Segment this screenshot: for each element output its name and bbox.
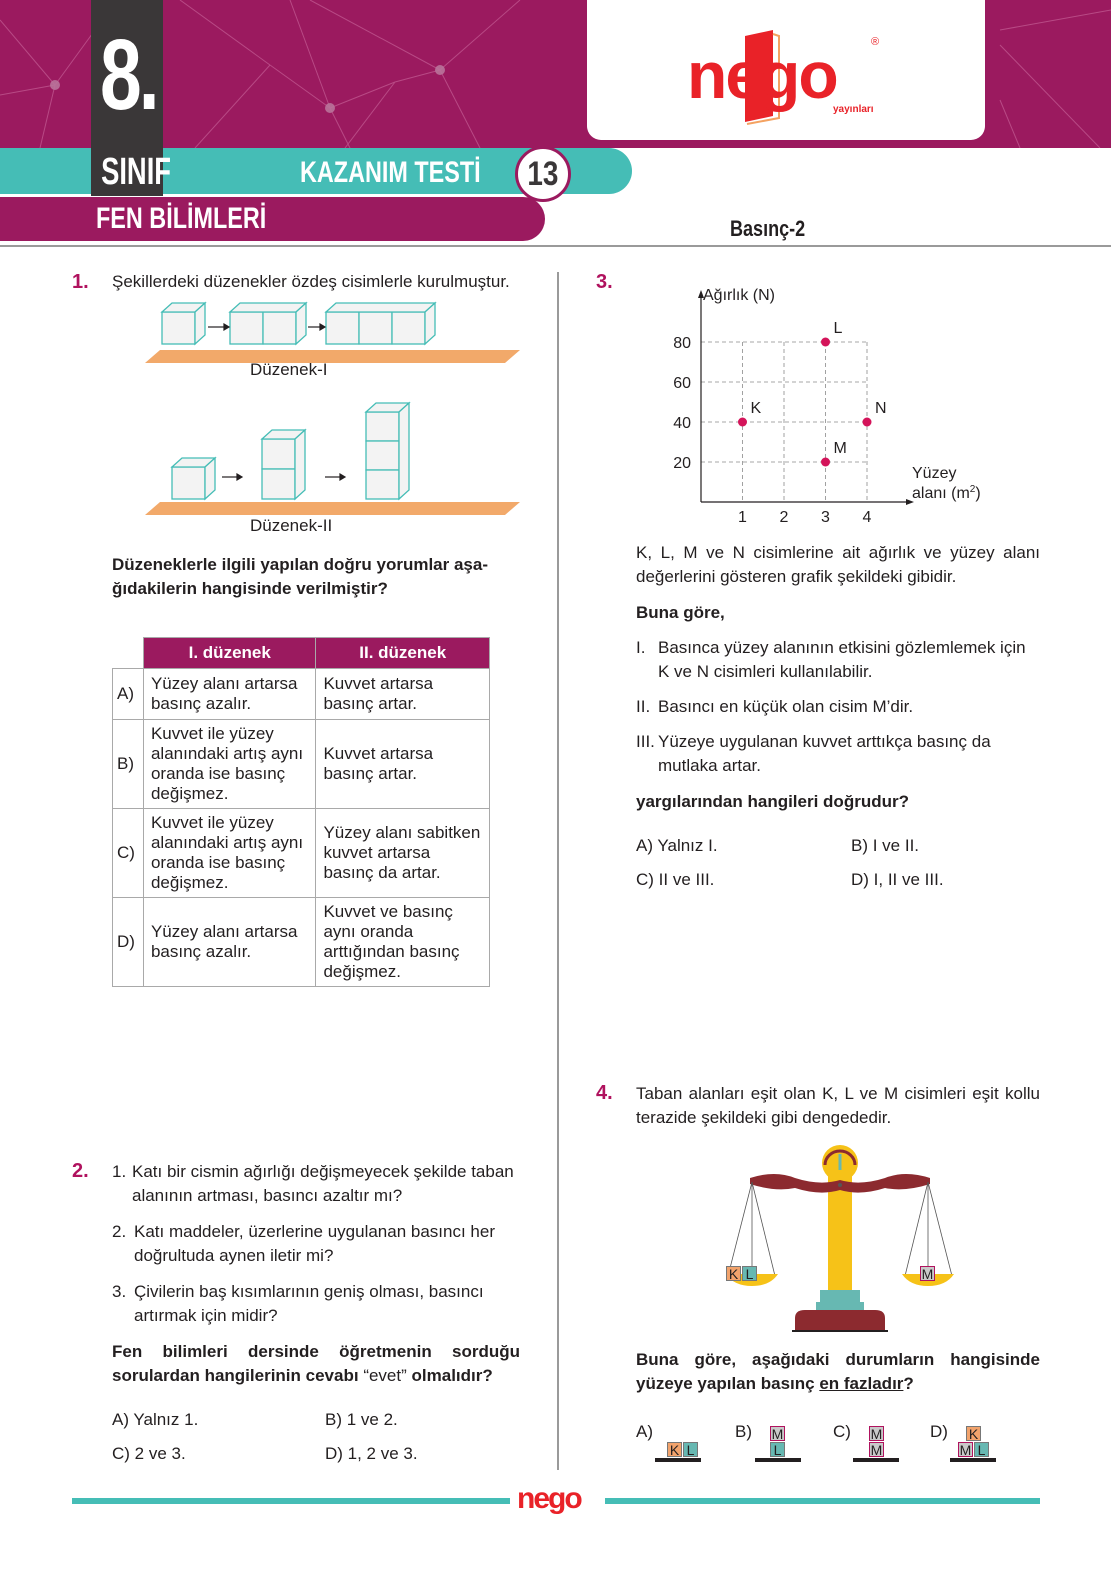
figure-label-2: Düzenek-II bbox=[250, 516, 333, 535]
header-divider bbox=[0, 245, 1111, 247]
option-b-block-bottom: L bbox=[770, 1442, 785, 1457]
option-a[interactable]: A) Yalnız 1. bbox=[112, 1410, 199, 1429]
option-label[interactable]: D) bbox=[113, 898, 144, 987]
prompt-quote: “evet” bbox=[363, 1366, 407, 1385]
y-tick-label: 20 bbox=[673, 455, 691, 472]
prompt-part-1: Buna göre, aşağıdaki durumların hangisinde yüzeye yapılan basınç bbox=[636, 1350, 1040, 1393]
scale-pivot bbox=[838, 1183, 842, 1187]
option-col-2: Kuvvet artarsa basınç artar. bbox=[316, 669, 490, 720]
grade-number: 8. bbox=[100, 19, 157, 131]
scale-base bbox=[795, 1310, 885, 1330]
statement-number: III. bbox=[636, 732, 655, 751]
data-point-label-n: N bbox=[875, 400, 887, 417]
option-label[interactable]: A) bbox=[113, 669, 144, 720]
option-a[interactable]: A) Yalnız I. bbox=[636, 836, 718, 855]
question-1-prompt-line-1: Düzeneklerle ilgili yapılan doğru yorumlar aşa- bbox=[112, 555, 489, 574]
question-1-options-table bbox=[112, 637, 490, 987]
option-c-surface bbox=[853, 1458, 899, 1462]
prompt-part-1: Fen bilimleri dersinde öğretmenin sorduğu sorulardan hangilerinin cevabı bbox=[112, 1342, 520, 1385]
y-tick-label: 60 bbox=[673, 375, 691, 392]
question-3-prompt: yargılarından hangileri doğrudur? bbox=[636, 792, 909, 811]
option-a-block-k: K bbox=[667, 1442, 682, 1457]
item-number: 1. bbox=[112, 1162, 127, 1181]
scale-block-l: L bbox=[742, 1266, 757, 1281]
item-number: 2. bbox=[112, 1222, 127, 1241]
table-header-col-2: II. düzenek bbox=[316, 638, 490, 669]
board-1 bbox=[145, 350, 520, 363]
x-tick-label: 1 bbox=[738, 509, 747, 526]
option-b[interactable]: B) I ve II. bbox=[851, 836, 920, 855]
statement-text: Yüzeye uygulanan kuvvet arttıkça basınç da mutlaka artar. bbox=[658, 732, 991, 775]
option-b-surface bbox=[755, 1458, 801, 1462]
data-point-label-m: M bbox=[833, 440, 847, 457]
table-row[interactable] bbox=[113, 898, 490, 987]
question-2-item bbox=[112, 1280, 520, 1328]
scale-base-top bbox=[820, 1290, 860, 1302]
question-1-number: 1. bbox=[72, 271, 89, 293]
option-col-2: Kuvvet ve basınç aynı oranda arttığından basınç değişmez. bbox=[316, 898, 490, 987]
question-1-figure bbox=[140, 300, 520, 540]
weight-area-chart bbox=[650, 280, 1010, 530]
data-point-m bbox=[821, 458, 830, 467]
question-4-number: 4. bbox=[596, 1082, 613, 1104]
table-header-row bbox=[113, 638, 490, 669]
logo-subtitle: yayınları bbox=[833, 104, 874, 115]
option-c[interactable]: C) II ve III. bbox=[636, 870, 715, 889]
x-tick-label: 4 bbox=[862, 509, 872, 526]
question-3-body bbox=[636, 541, 1040, 892]
publisher-logo bbox=[687, 28, 887, 128]
left-strings bbox=[728, 1182, 775, 1276]
scale-block-m: M bbox=[921, 1266, 934, 1282]
figure-label-1: Düzenek-I bbox=[250, 360, 328, 379]
option-c[interactable]: C) 2 ve 3. bbox=[112, 1444, 186, 1463]
question-3-stem: K, L, M ve N cisimlerine ait ağırlık ve yüzey alanı değerlerini gösteren grafik şekildeki gibidir. bbox=[636, 543, 1040, 586]
statement bbox=[636, 695, 1040, 719]
table-row[interactable] bbox=[113, 720, 490, 809]
logo-text: nego bbox=[687, 38, 837, 112]
option-d-block-l: L bbox=[974, 1442, 989, 1457]
x-tick-label: 3 bbox=[821, 509, 830, 526]
item-text: Çivilerin baş kısımlarının geniş olması, basıncı artırmak için midir? bbox=[134, 1282, 484, 1325]
prompt-underlined: en fazladır bbox=[819, 1374, 904, 1393]
topic-title: Basınç-2 bbox=[730, 216, 806, 241]
option-label[interactable]: B) bbox=[113, 720, 144, 809]
data-point-l bbox=[821, 338, 830, 347]
option-a[interactable]: A) bbox=[636, 1422, 653, 1441]
board-2 bbox=[145, 502, 520, 515]
question-2-item bbox=[112, 1220, 520, 1268]
data-point-k bbox=[738, 418, 747, 427]
option-d[interactable]: D) 1, 2 ve 3. bbox=[325, 1444, 418, 1463]
column-divider bbox=[557, 272, 559, 1470]
statement-number: II. bbox=[636, 697, 651, 716]
x-axis-label-line-2 bbox=[912, 484, 981, 502]
option-b-block-top: M bbox=[771, 1426, 784, 1442]
question-2-prompt bbox=[112, 1340, 520, 1388]
subject-band bbox=[0, 197, 545, 241]
question-3-number: 3. bbox=[596, 271, 613, 293]
scale-block-k: K bbox=[726, 1266, 741, 1281]
question-1-prompt-line-2: ğıdakilerin hangisinde verilmiştir? bbox=[112, 579, 388, 598]
footer-line-left bbox=[72, 1498, 510, 1504]
option-d[interactable]: D) bbox=[930, 1422, 948, 1441]
option-c-block-top: M bbox=[870, 1426, 883, 1442]
option-d[interactable]: D) I, II ve III. bbox=[851, 870, 944, 889]
subject-title: FEN BİLİMLERİ bbox=[96, 202, 267, 235]
option-d-block-m: M bbox=[959, 1442, 972, 1458]
item-text: Katı bir cismin ağırlığı değişmeyecek şekilde taban alanının artması, basıncı azaltır mı? bbox=[132, 1162, 514, 1205]
option-col-1: Kuvvet ile yüzey alanındaki artış aynı oranda ise basınç değişmez. bbox=[143, 720, 316, 809]
option-d-block-top: K bbox=[966, 1426, 981, 1441]
option-col-2: Kuvvet artarsa basınç artar. bbox=[316, 720, 490, 809]
question-1-stem: Şekillerdeki düzenekler özdeş cisimlerle kurulmuştur. bbox=[112, 272, 510, 291]
statement-text: Basınca yüzey alanının etkisini gözlemlemek için K ve N cisimleri kullanılabilir. bbox=[658, 638, 1026, 681]
data-point-label-k: K bbox=[750, 400, 762, 417]
option-c-block-bottom: M bbox=[870, 1442, 883, 1458]
table-row[interactable] bbox=[113, 669, 490, 720]
test-number-badge bbox=[515, 146, 571, 202]
data-point-label-l: L bbox=[833, 320, 843, 337]
chart-ticks bbox=[673, 335, 871, 526]
right-strings bbox=[905, 1182, 952, 1276]
y-axis-label: Ağırlık (N) bbox=[703, 287, 775, 304]
question-2-items bbox=[112, 1160, 520, 1466]
option-a-block-l: L bbox=[683, 1442, 698, 1457]
question-3-lead: Buna göre, bbox=[636, 603, 725, 622]
statement bbox=[636, 636, 1040, 684]
statement bbox=[636, 730, 1040, 778]
logo-card bbox=[587, 0, 985, 140]
option-col-1: Kuvvet ile yüzey alanındaki artış aynı oranda ise basınç değişmez. bbox=[143, 809, 316, 898]
test-label: KAZANIM TESTİ bbox=[300, 156, 481, 189]
boxes-2 bbox=[172, 403, 409, 499]
question-4-stem: Taban alanları eşit olan K, L ve M cisimleri eşit kollu terazide şekildeki gibi dengededir. bbox=[636, 1084, 1040, 1127]
statement-number: I. bbox=[636, 638, 646, 657]
x-axis-label-line-1: Yüzey bbox=[912, 465, 957, 482]
data-point-n bbox=[863, 418, 872, 427]
grade-label: SINIF bbox=[101, 151, 172, 193]
option-label[interactable]: C) bbox=[113, 809, 144, 898]
y-tick-label: 40 bbox=[673, 415, 691, 432]
statement-text: Basıncı en küçük olan cisim M’dir. bbox=[658, 697, 914, 716]
chart-grid bbox=[701, 342, 867, 502]
prompt-end: ? bbox=[903, 1374, 914, 1393]
option-b[interactable]: B) 1 ve 2. bbox=[325, 1410, 398, 1429]
table-header-col-1: I. düzenek bbox=[143, 638, 316, 669]
table-header-blank bbox=[113, 638, 144, 669]
table-row[interactable] bbox=[113, 809, 490, 898]
x-axis-label-superscript: 2 bbox=[969, 484, 976, 495]
prompt-part-2: olmalıdır? bbox=[411, 1366, 493, 1385]
option-d-surface bbox=[950, 1458, 996, 1462]
option-col-2: Yüzey alanı sabitken kuvvet artarsa basınç da artar. bbox=[316, 809, 490, 898]
question-3-options bbox=[636, 834, 1040, 892]
y-tick-label: 80 bbox=[673, 335, 691, 352]
option-col-1: Yüzey alanı artarsa basınç azalır. bbox=[143, 898, 316, 987]
x-axis-label-close: ) bbox=[975, 485, 981, 502]
question-2-number: 2. bbox=[72, 1160, 89, 1182]
footer-logo: nego bbox=[517, 1482, 581, 1515]
item-number: 3. bbox=[112, 1282, 127, 1301]
option-c[interactable]: C) bbox=[833, 1422, 851, 1441]
option-a-surface bbox=[655, 1458, 701, 1462]
option-b[interactable]: B) bbox=[735, 1422, 752, 1441]
footer-line-right bbox=[605, 1498, 1040, 1504]
test-number: 13 bbox=[527, 155, 559, 193]
question-2-item bbox=[112, 1160, 520, 1208]
question-4-prompt bbox=[636, 1348, 1040, 1396]
item-text: Katı maddeler, üzerlerine uygulanan basıncı her doğrultuda aynen iletir mi? bbox=[134, 1222, 496, 1265]
balance-scale bbox=[720, 1140, 960, 1340]
question-2-options bbox=[112, 1408, 520, 1466]
boxes-1 bbox=[162, 303, 435, 344]
option-col-1: Yüzey alanı artarsa basınç azalır. bbox=[143, 669, 316, 720]
question-1-prompt bbox=[112, 553, 520, 601]
registered-mark: ® bbox=[871, 36, 880, 48]
x-tick-label: 2 bbox=[779, 509, 789, 526]
x-axis-label-text: alanı (m bbox=[912, 485, 970, 502]
